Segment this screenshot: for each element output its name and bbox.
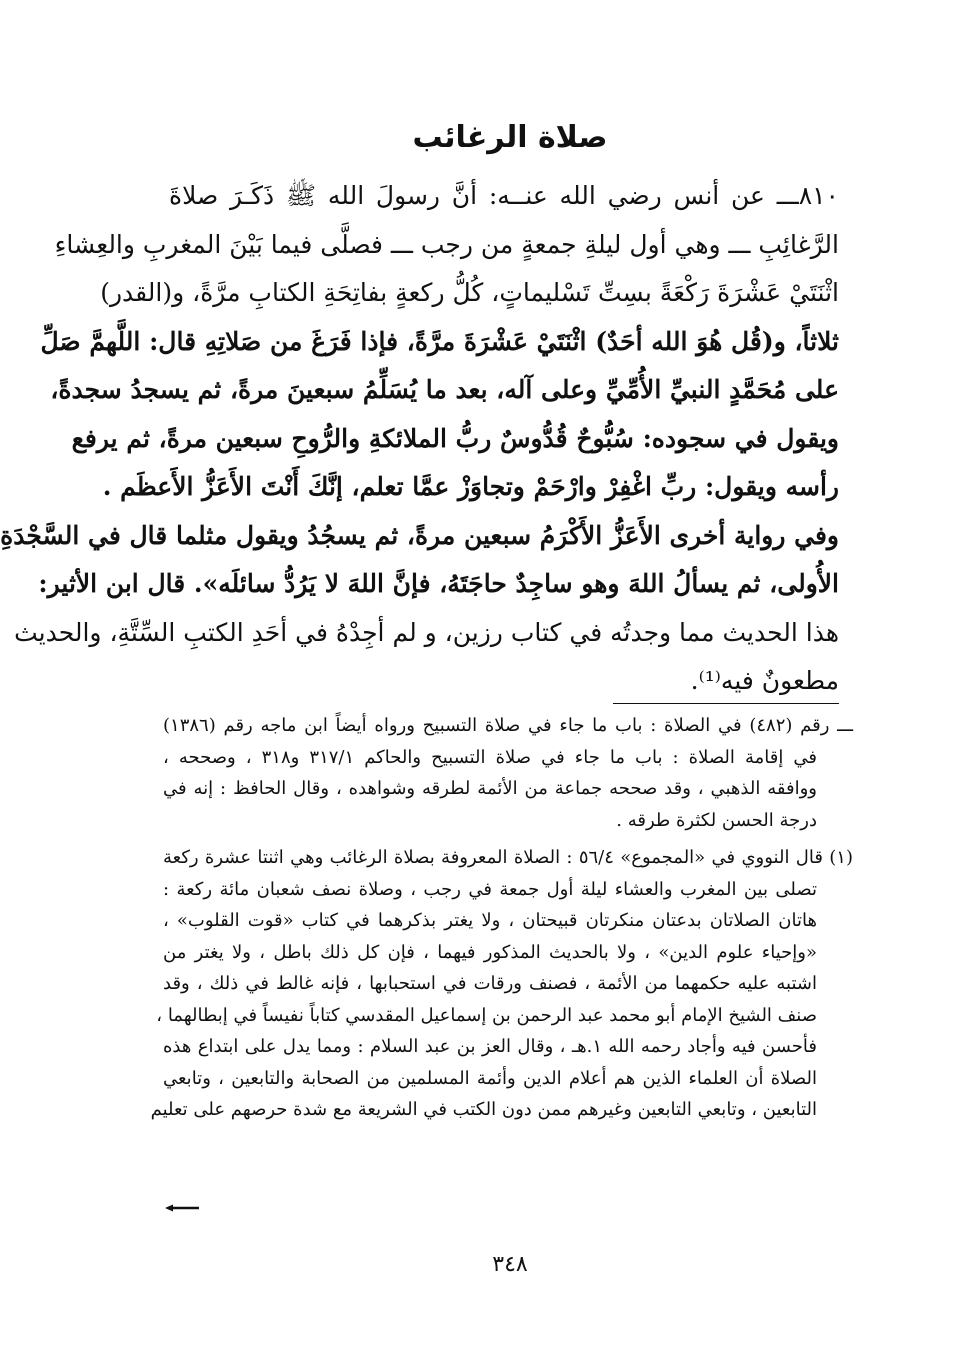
page-title: صلاة الرغائب (412, 120, 608, 155)
footnotes (150, 710, 853, 1126)
page-number: ٣٤٨ (492, 1252, 528, 1277)
hadith-line: على مُحَمَّدٍ النبيِّ الأُمِّيِّ وعلى آله، بعد ما يُسَلِّمُ سبعينَ مرةً، ثم يسجدُ سجدةً، (50, 375, 839, 404)
footnote-line: درجة الحسن لكثرة طرقه . (616, 809, 817, 831)
footnote-line: صنف الشيخ الإمام أبو محمد عبد الرحمن بن إسماعيل المقدسي كتاباً نفيساً في إبطالهما ، (156, 1004, 817, 1026)
hadith-line: مطعونٌ فيه⁽¹⁾. (690, 666, 839, 695)
footnote-line: هاتان الصلاتان بدعتان منكرتان قبيحتان ، ولا يغتر بذكرهما في كتاب «قوت القلوب» ، (163, 910, 817, 931)
footnote-line: فأحسن فيه وأجاد رحمه الله ١.هـ ، وقال العز بن عبد السلام : ومما يدل على ابتداع هذه (163, 1036, 817, 1057)
hadith-line: الأُولى، ثم يسألُ اللهَ وهو ساجِدٌ حاجَتَهُ، فإنَّ اللهَ لا يَرُدُّ سائلَه». قال ابن الأثير: (38, 569, 839, 598)
footnote-line: ـــ رقم (٤٨٢) في الصلاة : باب ما جاء في صلاة التسبيح ورواه أيضاً ابن ماجه رقم (١٣٨٦) (163, 715, 853, 736)
footnote-line: التابعين ، وتابعي التابعين وغيرهم ممن دون الكتب في الشريعة مع شدة حرصهم على تعليم (150, 1099, 817, 1120)
hadith-text (0, 172, 839, 706)
hadith-line: ثلاثاً، و(قُل هُوَ الله أحَدٌ) اثْنَتَيْ عَشْرَةَ مرَّةً، فإذا فَرَغَ من صَلاتِهِ قال: اللَّهمَّ صَلِّ (40, 326, 839, 356)
hadith-line: رأسه ويقول: ربِّ اغْفِرْ وارْحَمْ وتجاوَزْ عمَّا تعلم، إنَّكَ أَنْتَ الأَعَزُّ الأَعظَم . (102, 472, 839, 501)
hadith-line: اثْنَتَيْ عَشْرَةَ رَكْعَةً بسِتِّ تَسْليماتٍ، كُلُّ ركعةٍ بفاتِحَةِ الكتابِ مرَّةً، و(القدر) (100, 278, 839, 307)
hadith-line: ٨١٠ـــ عن أنس رضي الله عنــه: أنَّ رسولَ الله ﷺ ذَكَـرَ صلاةَ (169, 181, 839, 210)
footnote-line: ووافقه الذهبي ، وقد صححه جماعة من الأئمة لطرقه وشواهده ، وقال الحافظ : إنه في (163, 778, 817, 799)
hadith-line: وفي رواية أخرى الأَعَزُّ الأَكْرَمُ سبعين مرةً، ثم يسجُدُ ويقول مثلما قال في السَّجْدَةِ (0, 520, 839, 550)
footnote-line: تصلى بين المغرب والعشاء ليلة أول جمعة في رجب ، وصلاة نصف شعبان مائة ركعة : (163, 878, 817, 900)
footnote-separator (613, 703, 839, 704)
hadith-line: ويقول في سجوده: سُبُّوحٌ قُدُّوسٌ ربُّ الملائكةِ والرُّوحِ سبعين مرةً، ثم يرفع (71, 423, 839, 453)
footnote-line: (١) قال النووي في «المجموع» ٥٦/٤ : الصلاة المعروفة بصلاة الرغائب وهي اثنتا عشرة ركعة (163, 847, 853, 868)
footnote-line: في إقامة الصلاة : باب ما جاء في صلاة التسبيح والحاكم ٣١٧/١ و٣١٨ ، وصححه ، (163, 746, 818, 768)
footnote-line: الصلاة أن العلماء الذين هم أعلام الدين وأئمة المسلمين من الصحابة والتابعين ، وتابعي (163, 1067, 817, 1089)
hadith-line: الرَّغائِبِ ـــ وهي أول ليلةِ جمعةٍ من رجب ـــ فصلَّى فيما بَيْنَ المغربِ والعِشاءِ (54, 229, 839, 259)
left-arrow-icon (163, 1203, 201, 1213)
footnote-line: «وإحياء علوم الدين» ، ولا بالحديث المذكور فيهما ، فإن كل ذلك باطل ، ولا يغتر من (163, 941, 817, 963)
footnote-line: اشتبه عليه حكمهما من الأئمة ، فصنف ورقات في استحبابها ، فإنه غالط في ذلك ، وقد (163, 973, 817, 994)
hadith-line: هذا الحديث مما وجدتُه في كتاب رزين، و لم أجِدْهُ في أحَدِ الكتبِ السِّتَّةِ، والحديث (14, 617, 839, 647)
